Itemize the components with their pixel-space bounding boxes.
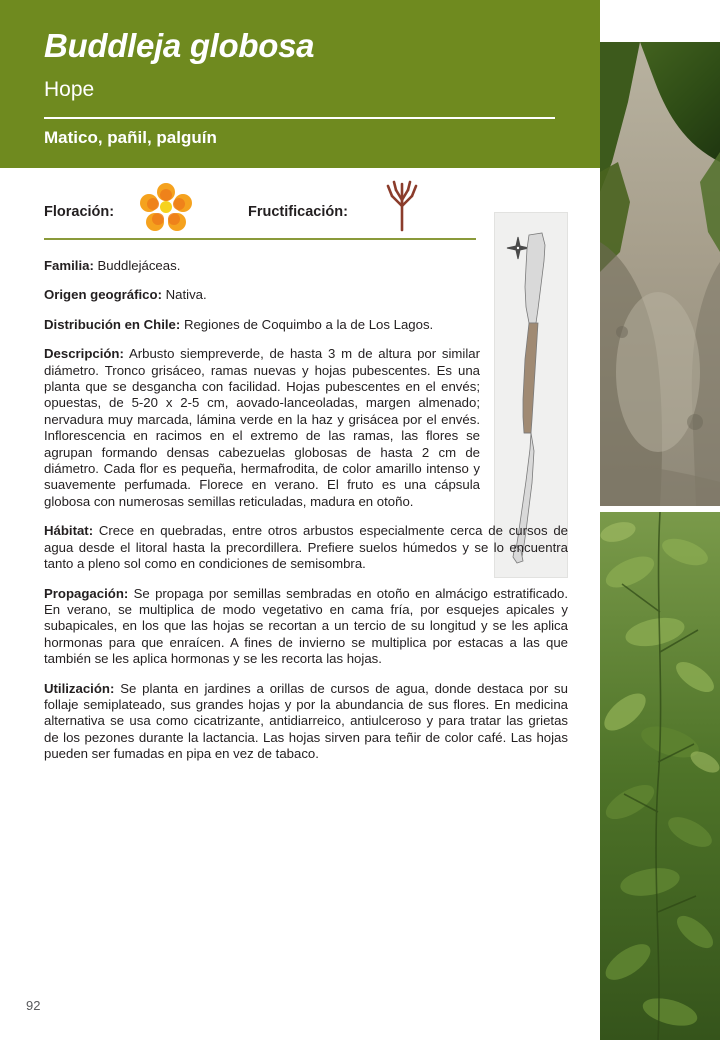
utilizacion-label: Utilización: [44, 680, 115, 696]
field-familia [44, 258, 480, 274]
distribucion-value: Regiones de Coquimbo a la de Los Lagos. [183, 316, 434, 332]
field-propagacion [44, 586, 568, 668]
floracion-label-text: Floración: [44, 204, 115, 220]
field-distribucion [44, 317, 480, 333]
photo-foliage-closeup-image [600, 512, 720, 1040]
familia-label: Familia: [44, 258, 94, 273]
propagacion-label: Propagación: [44, 585, 129, 601]
common-name-english: Hope [44, 78, 95, 101]
field-habitat [44, 523, 568, 572]
origen-value: Nativa. [165, 287, 207, 303]
header-divider [44, 117, 555, 119]
phenology-row [44, 178, 564, 234]
descripcion-label: Descripción: [44, 346, 124, 362]
field-utilizacion [44, 681, 568, 763]
fructificacion-label [248, 204, 348, 220]
descripcion-value: Arbusto siempreverde, de hasta 3 m de altura por similar diámetro. Tronco grisáceo, ramas nuevas y hojas pubescentes. Es una planta que se desgancha con facilidad. Hojas pubescentes en el envés; opuestas, de 5-20 x 2-5 cm, aovado-lanceoladas, margen almenado; nervadura muy marcada, lámina verde en la haz y grisácea por el envés. Inflorescencia en racimos en el extremo de las ramas, las flores se agrupan formando densas cabezuelas globosas de hasta 2 cm de diámetro. Cada flor es pequeña, hermafrodita, de color amarillo intenso y suavemente perfumada. Florece en verano. El fruto es una cápsula globosa con numerosas semillas reticuladas, madura en otoño. [44, 346, 481, 509]
map-region-north [525, 233, 545, 323]
utilizacion-value: Se planta en jardines a orillas de cursos de agua, donde destaca por su follaje semiplateado, sus grandes hojas y por la abundancia de sus flores. En medicina alternativa se usa como cicatrizante, antidiarreico, antiulceroso y para tratar las grietas de los pezones durante la lactancia. Las hojas sirven para teñir de color café. Las hojas pueden ser fumadas en pipa en vez de tabaco. [44, 680, 568, 762]
flower-icon [140, 182, 192, 232]
habitat-label: Hábitat: [44, 523, 94, 539]
field-descripcion [44, 346, 480, 510]
chile-outline [509, 227, 555, 567]
common-names-spanish: Matico, pañil, palguín [44, 128, 217, 147]
photo-habitat-trail [600, 42, 720, 506]
phenology-divider [44, 238, 476, 240]
article-body [44, 258, 568, 776]
origen-label: Origen geográfico: [44, 287, 162, 303]
photo-foliage-closeup [600, 512, 720, 1040]
page-title-species: Buddleja globosa [44, 27, 315, 64]
page-number: 92 [26, 998, 41, 1013]
fructificacion-label-text: Fructificación: [248, 204, 348, 220]
photo-habitat-trail-image [600, 42, 720, 506]
habitat-value: Crece en quebradas, entre otros arbustos especialmente cerca de cursos de agua desde el litoral hasta la precordillera. Prefiere suelos húmedos y se lo encuentra tanto a pleno sol como en condiciones de semisombra. [44, 523, 568, 572]
familia-value: Buddlejáceas. [97, 258, 181, 273]
distribucion-label: Distribución en Chile: [44, 316, 181, 332]
map-region-distribution [523, 323, 538, 433]
propagacion-value: Se propaga por semillas sembradas en otoño en almácigo estratificado. En verano, se multiplica de modo vegetativo en cama fría, por esquejes apicales y subapicales, en los que las hojas se recortan a un tercio de su longitud y se les aplica hormonas para que enraícen. A fines de invierno se multiplica por estacas a las que también se les aplica hormonas y se les recorta las hojas. [44, 585, 568, 667]
field-origen [44, 287, 480, 303]
floracion-label [44, 204, 114, 220]
bare-tree-icon [374, 176, 430, 232]
